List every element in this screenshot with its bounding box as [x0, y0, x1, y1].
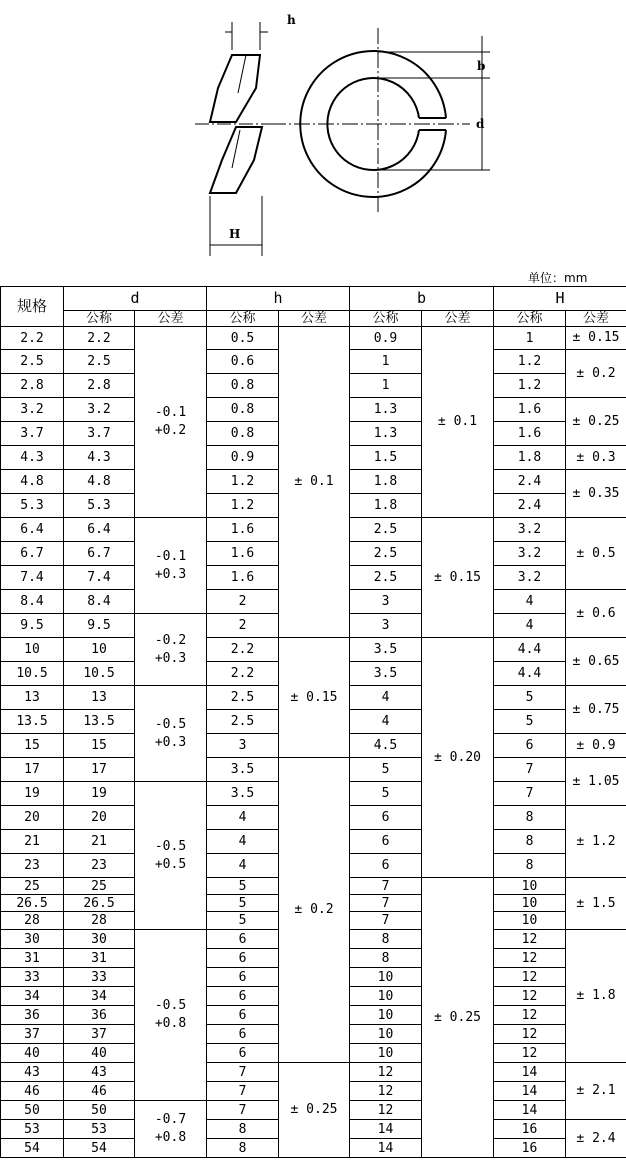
cell-spec: 3.2 [1, 398, 64, 422]
cell-b-nominal: 14 [350, 1120, 422, 1139]
cell-spec: 3.7 [1, 422, 64, 446]
cell-h-nominal: 2.2 [207, 662, 279, 686]
cell-H-nominal: 2.4 [494, 470, 566, 494]
cell-h-nominal: 6 [207, 930, 279, 949]
cell-H-tolerance: ± 0.25 [566, 398, 626, 446]
cell-h-nominal: 1.6 [207, 518, 279, 542]
cell-H-nominal: 4.4 [494, 638, 566, 662]
cell-d-nominal: 2.5 [64, 350, 135, 374]
cell-h-nominal: 0.9 [207, 446, 279, 470]
cell-spec: 53 [1, 1120, 64, 1139]
cell-H-nominal: 5 [494, 686, 566, 710]
cell-d-nominal: 8.4 [64, 590, 135, 614]
cell-h-nominal: 6 [207, 1044, 279, 1063]
cell-d-nominal: 30 [64, 930, 135, 949]
cell-h-nominal: 8 [207, 1120, 279, 1139]
cell-d-tolerance: -0.5 +0.5 [135, 782, 207, 930]
cell-b-nominal: 4.5 [350, 734, 422, 758]
cell-h-nominal: 6 [207, 968, 279, 987]
cell-H-nominal: 4.4 [494, 662, 566, 686]
cell-b-nominal: 6 [350, 830, 422, 854]
cell-spec: 46 [1, 1082, 64, 1101]
b-label: b [477, 59, 486, 73]
cell-d-nominal: 21 [64, 830, 135, 854]
cell-spec: 9.5 [1, 614, 64, 638]
cell-spec: 17 [1, 758, 64, 782]
cell-H-tolerance: ± 0.15 [566, 327, 626, 350]
cell-spec: 43 [1, 1063, 64, 1082]
cell-H-nominal: 12 [494, 987, 566, 1006]
cell-H-nominal: 2.4 [494, 494, 566, 518]
cell-spec: 21 [1, 830, 64, 854]
table-row [1, 327, 626, 350]
cell-spec: 2.8 [1, 374, 64, 398]
cell-h-nominal: 3 [207, 734, 279, 758]
cell-d-nominal: 13.5 [64, 710, 135, 734]
cell-H-tolerance: ± 1.2 [566, 806, 626, 878]
cell-h-tolerance: ± 0.25 [279, 1063, 350, 1158]
cell-d-tolerance: -0.1 +0.2 [135, 327, 207, 518]
cell-d-nominal: 23 [64, 854, 135, 878]
cell-h-nominal: 2 [207, 590, 279, 614]
cell-H-nominal: 8 [494, 830, 566, 854]
cell-H-tolerance: ± 0.6 [566, 590, 626, 638]
cell-h-nominal: 1.6 [207, 566, 279, 590]
cell-spec: 6.4 [1, 518, 64, 542]
cell-H-nominal: 1.2 [494, 350, 566, 374]
cell-d-nominal: 37 [64, 1025, 135, 1044]
cell-b-nominal: 10 [350, 987, 422, 1006]
cell-spec: 8.4 [1, 590, 64, 614]
cell-H-nominal: 12 [494, 930, 566, 949]
cell-b-tolerance: ± 0.1 [422, 327, 494, 518]
header-d-nominal: 公称 [64, 311, 135, 327]
cell-H-tolerance: ± 1.05 [566, 758, 626, 806]
cell-H-tolerance: ± 1.5 [566, 878, 626, 930]
cell-d-nominal: 40 [64, 1044, 135, 1063]
cell-d-nominal: 15 [64, 734, 135, 758]
cell-b-nominal: 8 [350, 949, 422, 968]
cell-d-nominal: 46 [64, 1082, 135, 1101]
unit-note: 单位：mm [528, 271, 588, 285]
cell-d-nominal: 7.4 [64, 566, 135, 590]
cell-h-nominal: 7 [207, 1101, 279, 1120]
b-d-dimensions [378, 36, 490, 170]
cell-b-nominal: 1.8 [350, 470, 422, 494]
cell-h-nominal: 0.6 [207, 350, 279, 374]
cell-d-nominal: 4.8 [64, 470, 135, 494]
cell-H-tolerance: ± 2.1 [566, 1063, 626, 1120]
cell-b-tolerance: ± 0.20 [422, 638, 494, 878]
cell-h-nominal: 0.8 [207, 374, 279, 398]
cell-H-nominal: 10 [494, 895, 566, 912]
cell-b-nominal: 2.5 [350, 542, 422, 566]
cell-d-nominal: 33 [64, 968, 135, 987]
cell-H-nominal: 10 [494, 912, 566, 930]
cell-b-nominal: 2.5 [350, 518, 422, 542]
header-row-2 [1, 311, 626, 327]
cell-d-nominal: 53 [64, 1120, 135, 1139]
cell-b-tolerance: ± 0.25 [422, 878, 494, 1158]
cell-spec: 28 [1, 912, 64, 930]
cell-b-nominal: 0.9 [350, 327, 422, 350]
cell-H-tolerance: ± 0.5 [566, 518, 626, 590]
cell-spec: 4.3 [1, 446, 64, 470]
cell-b-nominal: 3 [350, 590, 422, 614]
cell-H-tolerance: ± 0.35 [566, 470, 626, 518]
cell-H-nominal: 12 [494, 1044, 566, 1063]
cell-h-nominal: 1.6 [207, 542, 279, 566]
cell-spec: 13 [1, 686, 64, 710]
cell-H-nominal: 7 [494, 758, 566, 782]
cell-h-nominal: 6 [207, 1025, 279, 1044]
cell-d-nominal: 3.2 [64, 398, 135, 422]
cell-spec: 15 [1, 734, 64, 758]
cell-spec: 20 [1, 806, 64, 830]
cell-H-nominal: 16 [494, 1139, 566, 1158]
cell-d-nominal: 9.5 [64, 614, 135, 638]
cell-h-nominal: 0.5 [207, 327, 279, 350]
cell-spec: 5.3 [1, 494, 64, 518]
cell-H-nominal: 3.2 [494, 542, 566, 566]
cell-h-nominal: 5 [207, 895, 279, 912]
table-row [1, 758, 626, 782]
cell-h-nominal: 4 [207, 806, 279, 830]
cell-h-nominal: 8 [207, 1139, 279, 1158]
cell-b-nominal: 1.8 [350, 494, 422, 518]
cell-b-nominal: 2.5 [350, 566, 422, 590]
cell-b-nominal: 8 [350, 930, 422, 949]
cell-h-nominal: 0.8 [207, 398, 279, 422]
cell-H-nominal: 16 [494, 1120, 566, 1139]
cell-b-nominal: 7 [350, 912, 422, 930]
cell-H-nominal: 3.2 [494, 566, 566, 590]
cell-H-nominal: 5 [494, 710, 566, 734]
cell-d-nominal: 19 [64, 782, 135, 806]
cell-b-nominal: 10 [350, 1006, 422, 1025]
cell-h-nominal: 4 [207, 830, 279, 854]
cell-H-tolerance: ± 0.3 [566, 446, 626, 470]
cell-b-nominal: 7 [350, 878, 422, 895]
cell-b-nominal: 10 [350, 968, 422, 987]
cell-h-nominal: 6 [207, 949, 279, 968]
cell-b-nominal: 1 [350, 350, 422, 374]
cell-h-nominal: 2.2 [207, 638, 279, 662]
cell-d-nominal: 2.2 [64, 327, 135, 350]
cell-spec: 25 [1, 878, 64, 895]
H-label: H [229, 227, 241, 241]
cell-H-nominal: 4 [494, 614, 566, 638]
header-d: d [64, 287, 207, 311]
cell-H-nominal: 6 [494, 734, 566, 758]
cell-H-nominal: 1.8 [494, 446, 566, 470]
cell-spec: 2.5 [1, 350, 64, 374]
cell-spec: 23 [1, 854, 64, 878]
cell-H-tolerance: ± 2.4 [566, 1120, 626, 1158]
cell-spec: 50 [1, 1101, 64, 1120]
cell-d-nominal: 17 [64, 758, 135, 782]
d-label: d [476, 117, 485, 131]
cell-b-nominal: 12 [350, 1063, 422, 1082]
cell-h-nominal: 3.5 [207, 758, 279, 782]
cell-H-nominal: 1.6 [494, 398, 566, 422]
cell-d-nominal: 2.8 [64, 374, 135, 398]
cell-d-nominal: 50 [64, 1101, 135, 1120]
spring-washer-drawing [0, 0, 626, 268]
cell-b-nominal: 1 [350, 374, 422, 398]
cell-spec: 13.5 [1, 710, 64, 734]
h-dimension [225, 22, 268, 50]
cell-d-nominal: 10 [64, 638, 135, 662]
cell-b-nominal: 1.3 [350, 422, 422, 446]
header-h: h [207, 287, 350, 311]
header-d-tolerance: 公差 [135, 311, 207, 327]
washer-side-upper-part [210, 55, 260, 122]
cell-d-tolerance: -0.1 +0.3 [135, 518, 207, 614]
header-H-tolerance: 公差 [566, 311, 626, 327]
cell-d-tolerance: -0.2 +0.3 [135, 614, 207, 686]
cell-h-nominal: 7 [207, 1082, 279, 1101]
cell-H-nominal: 4 [494, 590, 566, 614]
cell-spec: 37 [1, 1025, 64, 1044]
cell-d-nominal: 43 [64, 1063, 135, 1082]
cell-H-nominal: 7 [494, 782, 566, 806]
cell-spec: 10 [1, 638, 64, 662]
cell-b-nominal: 4 [350, 686, 422, 710]
cell-H-nominal: 14 [494, 1063, 566, 1082]
cell-H-nominal: 10 [494, 878, 566, 895]
header-b-tolerance: 公差 [422, 311, 494, 327]
cell-H-nominal: 12 [494, 1025, 566, 1044]
cell-b-nominal: 3.5 [350, 662, 422, 686]
cell-spec: 40 [1, 1044, 64, 1063]
cell-d-nominal: 25 [64, 878, 135, 895]
cell-d-nominal: 6.4 [64, 518, 135, 542]
cell-b-nominal: 6 [350, 854, 422, 878]
cell-b-nominal: 14 [350, 1139, 422, 1158]
cell-h-nominal: 2 [207, 614, 279, 638]
header-h-nominal: 公称 [207, 311, 279, 327]
header-H-nominal: 公称 [494, 311, 566, 327]
cell-h-tolerance: ± 0.1 [279, 327, 350, 638]
cell-h-nominal: 7 [207, 1063, 279, 1082]
cell-H-tolerance: ± 0.65 [566, 638, 626, 686]
cell-h-nominal: 5 [207, 912, 279, 930]
cell-d-nominal: 26.5 [64, 895, 135, 912]
table-row [1, 638, 626, 662]
cell-h-nominal: 1.2 [207, 470, 279, 494]
H-dimension [210, 196, 262, 256]
cell-b-nominal: 12 [350, 1082, 422, 1101]
cell-d-nominal: 4.3 [64, 446, 135, 470]
cell-d-nominal: 31 [64, 949, 135, 968]
cell-d-nominal: 34 [64, 987, 135, 1006]
cell-H-nominal: 12 [494, 1006, 566, 1025]
cell-H-nominal: 14 [494, 1082, 566, 1101]
table-row [1, 1063, 626, 1082]
cell-spec: 31 [1, 949, 64, 968]
cell-b-nominal: 10 [350, 1044, 422, 1063]
cell-d-tolerance: -0.5 +0.3 [135, 686, 207, 782]
cell-h-nominal: 6 [207, 987, 279, 1006]
cell-spec: 10.5 [1, 662, 64, 686]
cell-spec: 34 [1, 987, 64, 1006]
cell-h-nominal: 1.2 [207, 494, 279, 518]
header-h-tolerance: 公差 [279, 311, 350, 327]
header-H: H [494, 287, 626, 311]
cell-H-nominal: 12 [494, 949, 566, 968]
cell-H-tolerance: ± 0.9 [566, 734, 626, 758]
cell-spec: 26.5 [1, 895, 64, 912]
cell-b-nominal: 3 [350, 614, 422, 638]
cell-h-tolerance: ± 0.15 [279, 638, 350, 758]
cell-spec: 36 [1, 1006, 64, 1025]
cell-d-nominal: 36 [64, 1006, 135, 1025]
cell-h-nominal: 2.5 [207, 686, 279, 710]
cell-h-nominal: 2.5 [207, 710, 279, 734]
cell-h-tolerance: ± 0.2 [279, 758, 350, 1063]
cell-H-nominal: 12 [494, 968, 566, 987]
cell-h-nominal: 5 [207, 878, 279, 895]
header-spec: 规格 [1, 287, 64, 327]
cell-spec: 54 [1, 1139, 64, 1158]
cell-b-nominal: 12 [350, 1101, 422, 1120]
cell-H-nominal: 8 [494, 806, 566, 830]
washer-side-lower-part [210, 127, 262, 193]
cell-H-tolerance: ± 1.8 [566, 930, 626, 1063]
header-row-1 [1, 287, 626, 311]
cell-H-tolerance: ± 0.75 [566, 686, 626, 734]
cell-H-nominal: 1.6 [494, 422, 566, 446]
cell-h-nominal: 4 [207, 854, 279, 878]
cell-h-nominal: 3.5 [207, 782, 279, 806]
cell-b-nominal: 5 [350, 782, 422, 806]
h-label: h [287, 13, 296, 27]
cell-d-nominal: 6.7 [64, 542, 135, 566]
cell-b-tolerance: ± 0.15 [422, 518, 494, 638]
cell-d-nominal: 20 [64, 806, 135, 830]
cell-b-nominal: 3.5 [350, 638, 422, 662]
cell-d-nominal: 28 [64, 912, 135, 930]
cell-d-nominal: 13 [64, 686, 135, 710]
cell-b-nominal: 6 [350, 806, 422, 830]
cell-b-nominal: 4 [350, 710, 422, 734]
cell-H-nominal: 1 [494, 327, 566, 350]
spec-table [0, 286, 626, 1158]
cell-spec: 30 [1, 930, 64, 949]
cell-b-nominal: 7 [350, 895, 422, 912]
cell-spec: 4.8 [1, 470, 64, 494]
cell-spec: 6.7 [1, 542, 64, 566]
cell-H-nominal: 14 [494, 1101, 566, 1120]
cell-spec: 33 [1, 968, 64, 987]
cell-spec: 7.4 [1, 566, 64, 590]
cell-h-nominal: 6 [207, 1006, 279, 1025]
cell-H-tolerance: ± 0.2 [566, 350, 626, 398]
cell-d-nominal: 3.7 [64, 422, 135, 446]
header-b-nominal: 公称 [350, 311, 422, 327]
cell-d-nominal: 10.5 [64, 662, 135, 686]
cell-H-nominal: 8 [494, 854, 566, 878]
cell-H-nominal: 1.2 [494, 374, 566, 398]
cell-b-nominal: 1.5 [350, 446, 422, 470]
cell-d-tolerance: -0.5 +0.8 [135, 930, 207, 1101]
cell-spec: 2.2 [1, 327, 64, 350]
cell-d-nominal: 54 [64, 1139, 135, 1158]
cell-spec: 19 [1, 782, 64, 806]
header-b: b [350, 287, 494, 311]
cell-h-nominal: 0.8 [207, 422, 279, 446]
cell-H-nominal: 3.2 [494, 518, 566, 542]
cell-b-nominal: 1.3 [350, 398, 422, 422]
cell-d-tolerance: -0.7 +0.8 [135, 1101, 207, 1158]
cell-b-nominal: 10 [350, 1025, 422, 1044]
cell-b-nominal: 5 [350, 758, 422, 782]
cell-d-nominal: 5.3 [64, 494, 135, 518]
